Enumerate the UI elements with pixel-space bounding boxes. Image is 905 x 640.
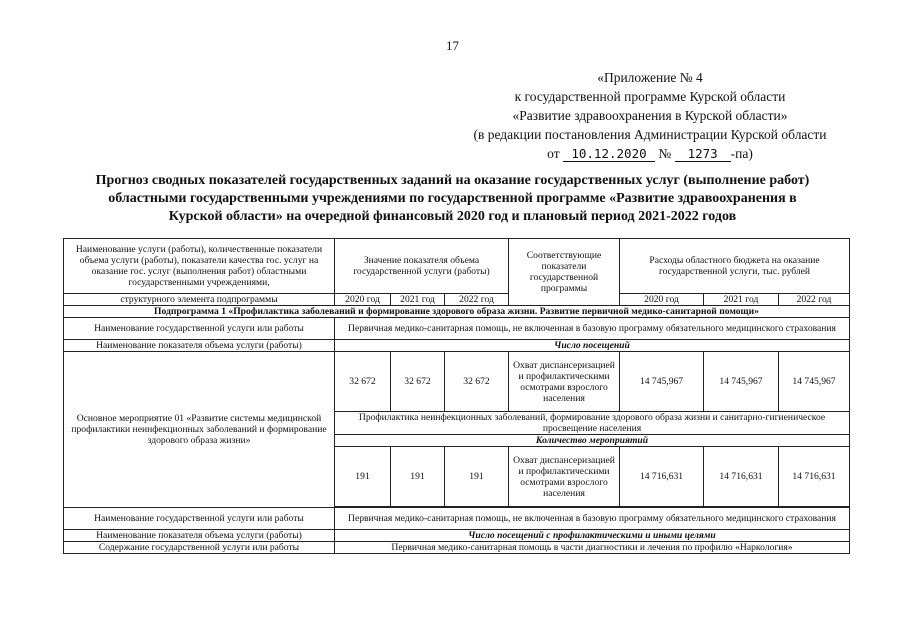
service-name-label: Наименование государственной услуги или работы — [64, 508, 335, 530]
volume-value: 191 — [445, 447, 509, 507]
service-name-value: Первичная медико-санитарная помощь, не включенная в базовую программу обязательного медицинского страхования — [335, 318, 850, 340]
indicators-table — [63, 238, 850, 554]
header-expenses: Расходы областного бюджета на оказание государственной услуги, тыс. рублей — [620, 239, 850, 294]
service-content-label: Содержание государственной услуги или работы — [64, 542, 335, 554]
from-label: от — [547, 146, 560, 161]
header-structural-element: структурного элемента подпрограммы — [64, 294, 335, 306]
header-service-name: Наименование услуги (работы), количественные показатели объема услуги (работы), показатели качества гос. услуг на оказание гос. услуг (выполнения работ) областными государственными учреждениями, — [64, 239, 335, 294]
indicator-name-label: Наименование показателя объема услуги (работы) — [64, 340, 335, 352]
appendix-date-line — [440, 144, 860, 163]
service-content-value: Первичная медико-санитарная помощь в части диагностики и лечения по профилю «Наркология» — [335, 542, 850, 554]
number-suffix: -па) — [730, 146, 753, 161]
expense-value: 14 716,631 — [779, 447, 850, 507]
program-indicator: Охват диспансеризацией и профилактическими осмотрами взрослого населения — [509, 352, 620, 412]
activity-indicator: Количество мероприятий — [335, 435, 850, 447]
volume-value: 191 — [391, 447, 445, 507]
program-indicator: Охват диспансеризацией и профилактическими осмотрами взрослого населения — [509, 447, 620, 507]
indicator-name-label: Наименование показателя объема услуги (работы) — [64, 530, 335, 542]
appendix-line-4: (в редакции постановления Администрации Курской области — [473, 127, 827, 142]
page-number: 17 — [446, 38, 459, 53]
expense-value: 14 745,967 — [779, 352, 850, 412]
expense-value: 14 745,967 — [620, 352, 704, 412]
header-year: 2021 год — [704, 294, 779, 306]
service-name-value: Первичная медико-санитарная помощь, не включенная в базовую программу обязательного медицинского страхования — [335, 508, 850, 530]
header-year: 2022 год — [445, 294, 509, 306]
document-title — [60, 172, 845, 226]
title-line-2: областными государственными учреждениями по государственной программе «Развитие здравоохранения в — [108, 191, 797, 206]
header-year: 2021 год — [391, 294, 445, 306]
activity-content: Профилактика неинфекционных заболеваний, формирование здорового образа жизни и санитарно-гигиеническое просвещение населения — [335, 412, 850, 435]
main-activity: Основное мероприятие 01 «Развитие системы медицинской профилактики неинфекционных заболеваний и формирование здорового образа жизни» — [64, 352, 335, 508]
header-volume: Значение показателя объема государственной услуги (работы) — [335, 239, 509, 294]
title-line-3: Курской области» на очередной финансовый 2020 год и плановый период 2021-2022 годов — [168, 209, 737, 224]
appendix-line-3: «Развитие здравоохранения в Курской области» — [512, 108, 788, 123]
volume-value: 32 672 — [335, 352, 391, 412]
expense-value: 14 745,967 — [704, 352, 779, 412]
indicator-name-value: Число посещений с профилактическими и иными целями — [335, 530, 850, 542]
appendix-line-1: «Приложение № 4 — [597, 70, 703, 85]
expense-value: 14 716,631 — [620, 447, 704, 507]
expense-value: 14 716,631 — [704, 447, 779, 507]
volume-value: 32 672 — [391, 352, 445, 412]
appendix-header — [440, 68, 860, 163]
decree-number: 1273 — [675, 146, 731, 162]
volume-value: 32 672 — [445, 352, 509, 412]
header-year: 2020 год — [620, 294, 704, 306]
indicator-name-value: Число посещений — [335, 340, 850, 352]
subprogram-row: Подпрограмма 1 «Профилактика заболеваний и формирование здорового образа жизни. Развитие первичной медико-санитарной помощи» — [64, 306, 850, 318]
header-year: 2020 год — [335, 294, 391, 306]
volume-value: 191 — [335, 447, 391, 507]
decree-date: 10.12.2020 — [563, 146, 655, 162]
header-year: 2022 год — [779, 294, 850, 306]
header-indicators: Соответствующие показатели государственной программы — [509, 239, 620, 306]
appendix-line-2: к государственной программе Курской области — [514, 89, 786, 104]
service-name-label: Наименование государственной услуги или работы — [64, 318, 335, 340]
number-label: № — [658, 146, 672, 161]
title-line-1: Прогноз сводных показателей государственных заданий на оказание государственных услуг (выполнение работ) — [95, 173, 810, 188]
